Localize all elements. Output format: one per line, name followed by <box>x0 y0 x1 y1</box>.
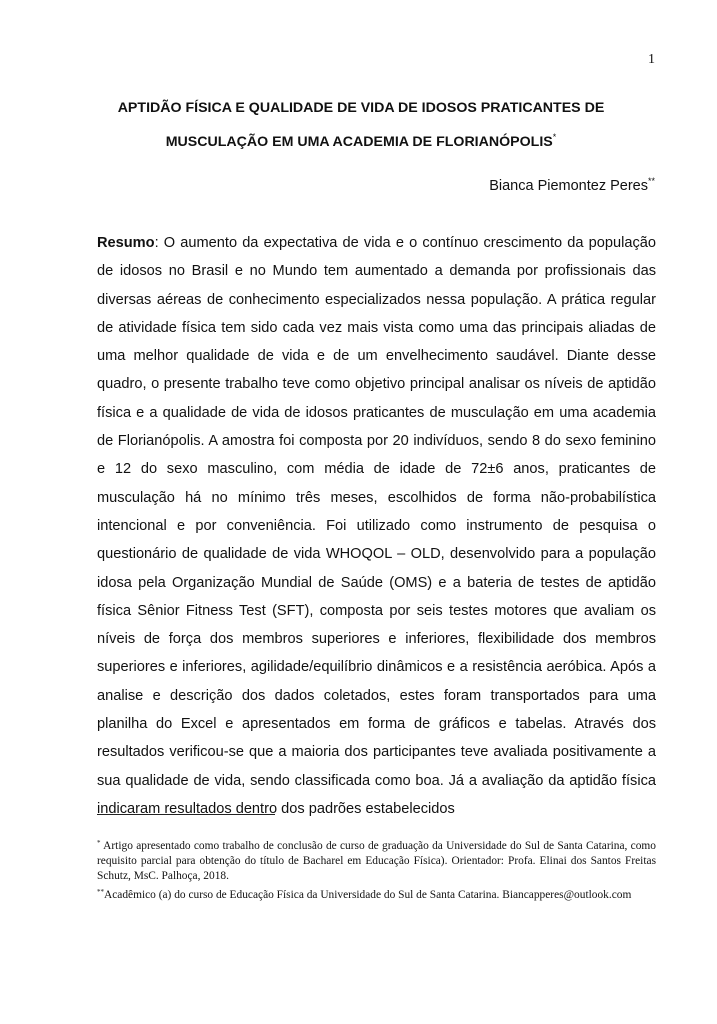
title-text: APTIDÃO FÍSICA E QUALIDADE DE VIDA DE IDOSOS PRATICANTES DE MUSCULAÇÃO EM UMA ACADEMIA DE FLORIANÓPOLIS <box>117 100 605 150</box>
footnote-1-text: Artigo apresentado como trabalho de conclusão de curso de graduação da Universidade do Sul de Santa Catarina, como requisito parcial para obtenção do título de Bacharel em Educação Física). Orientador: Profa. Elinai dos Santos Freitas Schutz, MsC. Palhoça, 2018. <box>97 840 656 883</box>
page-number: 1 <box>648 52 655 67</box>
footnote-2-text: Acadêmico (a) do curso de Educação Física da Universidade do Sul de Santa Catarina. Biancapperes@outlook.com <box>104 888 632 901</box>
author-footnote-mark: ** <box>647 176 655 186</box>
abstract-label: Resumo <box>97 235 155 251</box>
footnotes <box>97 836 656 903</box>
footnote-separator <box>97 814 275 815</box>
paper-title <box>96 94 626 157</box>
title-footnote-mark: * <box>552 132 557 142</box>
footnote-1-mark: * <box>97 839 101 847</box>
footnote-2 <box>97 885 656 903</box>
footnote-1 <box>97 836 656 885</box>
abstract-paragraph <box>97 229 656 823</box>
author-line <box>489 176 655 194</box>
author-name: Bianca Piemontez Peres <box>489 178 648 194</box>
footnote-2-mark: ** <box>97 887 104 896</box>
abstract-text: : O aumento da expectativa de vida e o contínuo crescimento da população de idosos no Brasil e no Mundo tem aumentado a demanda por profissionais das diversas aéreas de conhecimento especializados nessa população. A prática regular de atividade física tem sido cada vez mais vista como uma das principais aliadas de uma melhor qualidade de vida e de um envelhecimento saudável. Diante desse quadro, o presente trabalho teve como objetivo principal analisar os níveis de aptidão física e a qualidade de vida de idosos praticantes de musculação em uma academia de Florianópolis. A amostra foi composta por 20 indivíduos, sendo 8 do sexo feminino e 12 do sexo masculino, com média de idade de 72±6 anos, praticantes de musculação há no mínimo três meses, escolhidos de forma não-probabilística intencional e por conveniência. Foi utilizado como instrumento de pesquisa o questionário de qualidade de vida WHOQOL – OLD, desenvolvido para a população idosa pela Organização Mundial de Saúde (OMS) e a bateria de testes de aptidão física Sênior Fitness Test (SFT), composta por seis testes motores que avaliam os níveis de força dos membros superiores e inferiores, flexibilidade dos membros superiores e inferiores, agilidade/equilíbrio dinâmicos e a resistência aeróbica. Após a analise e descrição dos dados coletados, estes foram transportados para uma planilha do Excel e apresentados em forma de gráficos e tabelas. Através dos resultados verificou-se que a maioria dos participantes teve avaliada positivamente a sua qualidade de vida, sendo classificada como boa. Já a avaliação da aptidão física indicaram resultados dentro dos padrões estabelecidos <box>97 235 656 817</box>
